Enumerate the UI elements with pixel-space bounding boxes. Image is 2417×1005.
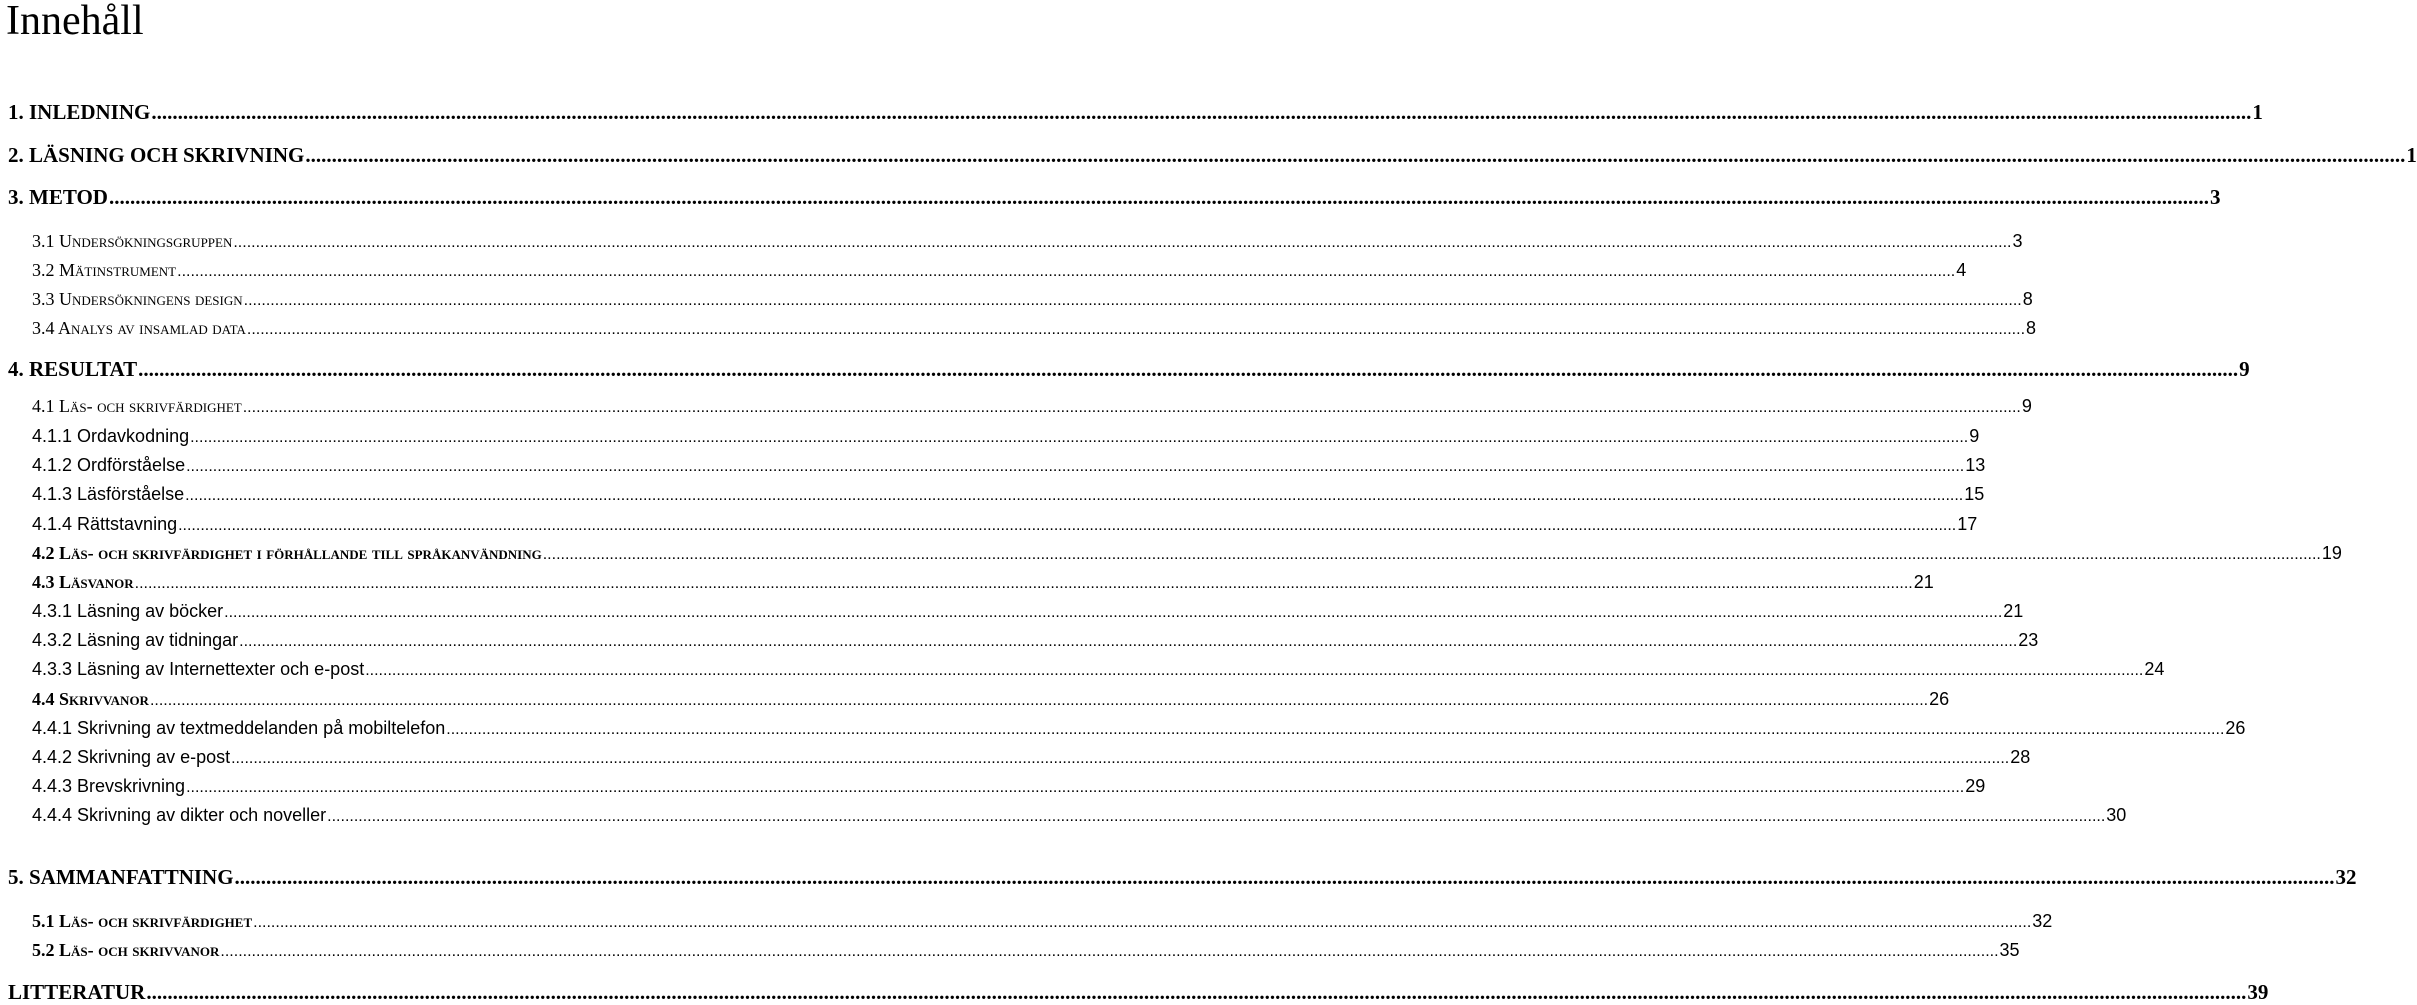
toc-leader-dots: ................................................................................................................................................................................................................................................................................................................................................................................................................ [178,517,1957,534]
toc-page-number: 8 [2022,289,2033,309]
toc-entry-label: 5.2 Läs- och skrivvanor [32,940,220,960]
toc-entry-label: 4.1.2 Ordförståelse [32,455,186,475]
toc-page-number: 8 [2026,318,2037,338]
toc-entry[interactable] [32,426,1980,447]
toc-entry-label: 4.2 Läs- och skrivfärdighet i förhållande till språkanvändning [32,543,542,563]
toc-page-number: 30 [2106,805,2127,825]
toc-entry[interactable] [8,185,2221,210]
toc-entry[interactable] [8,865,2357,890]
toc-page-number: 9 [1969,426,1980,446]
toc-entry-label: 4.3.2 Läsning av tidningar [32,630,239,650]
toc-page-number: 9 [2021,396,2032,416]
toc-entry[interactable] [32,776,1986,797]
toc-leader-dots: ................................................................................................................................................................................................................................................................................................................................................................................................................ [365,662,2144,679]
toc-page-number: 29 [1965,776,1986,796]
toc-leader-dots: ................................................................................................................................................................................................................................................................................................................................................................................................................ [234,865,2335,889]
toc-entry-label: 4.4.1 Skrivning av textmeddelanden på mobiltelefon [32,718,446,738]
toc-entry-label: 4.1.3 Läsförståelse [32,484,185,504]
toc-page-number: 3 [2012,231,2023,251]
toc-entry[interactable] [32,396,2032,417]
toc-entry[interactable] [32,289,2033,310]
toc-entry-label: 2. LÄSNING OCH SKRIVNING [8,143,305,167]
toc-page-number: 21 [1913,572,1934,592]
toc-entry[interactable] [32,659,2165,680]
toc-leader-dots: ................................................................................................................................................................................................................................................................................................................................................................................................................ [446,721,2225,738]
toc-entry[interactable] [32,543,2342,564]
toc-leader-dots: ................................................................................................................................................................................................................................................................................................................................................................................................................ [243,292,2022,309]
toc-entry[interactable] [32,747,2031,768]
toc-leader-dots: ................................................................................................................................................................................................................................................................................................................................................................................................................ [305,143,2406,167]
toc-leader-dots: ................................................................................................................................................................................................................................................................................................................................................................................................................ [134,575,1913,592]
toc-page-number: 28 [2010,747,2031,767]
toc-entry-label: 4.3.3 Läsning av Internettexter och e-post [32,659,365,679]
toc-page-number: 1 [2406,143,2417,167]
toc-page-number: 9 [2239,357,2250,381]
toc-entry-label: 4.4.2 Skrivning av e-post [32,747,231,767]
toc-entry[interactable] [8,100,2263,125]
toc-page-number: 13 [1965,455,1986,475]
toc-entry-label: 4.4.3 Brevskrivning [32,776,186,796]
toc-entry[interactable] [32,572,1934,593]
toc-entry-label: 4.4.4 Skrivning av dikter och noveller [32,805,327,825]
toc-leader-dots: ................................................................................................................................................................................................................................................................................................................................................................................................................ [138,357,2239,381]
toc-leader-dots: ................................................................................................................................................................................................................................................................................................................................................................................................................ [177,263,1956,280]
toc-entry[interactable] [32,805,2127,826]
toc-page-number: 19 [2321,543,2342,563]
toc-entry-label: 4.3.1 Läsning av böcker [32,601,224,621]
toc-leader-dots: ................................................................................................................................................................................................................................................................................................................................................................................................................ [190,429,1969,446]
toc-page-number: 24 [2144,659,2165,679]
toc-entry-label: 4.1.4 Rättstavning [32,514,178,534]
toc-page-number: 32 [2335,865,2357,889]
toc-entry[interactable] [32,260,1967,281]
toc-page-number: 35 [1999,940,2020,960]
toc-leader-dots: ................................................................................................................................................................................................................................................................................................................................................................................................................ [542,546,2321,563]
toc-page-number: 23 [2018,630,2039,650]
toc-page-number: 32 [2032,911,2053,931]
toc-leader-dots: ................................................................................................................................................................................................................................................................................................................................................................................................................ [146,980,2247,1004]
toc-leader-dots: ................................................................................................................................................................................................................................................................................................................................................................................................................ [231,750,2010,767]
toc-leader-dots: ................................................................................................................................................................................................................................................................................................................................................................................................................ [233,234,2012,251]
toc-entry[interactable] [32,318,2037,339]
toc-leader-dots: ................................................................................................................................................................................................................................................................................................................................................................................................................ [224,604,2003,621]
toc-leader-dots: ................................................................................................................................................................................................................................................................................................................................................................................................................ [220,943,1999,960]
toc-page-number: 17 [1957,514,1978,534]
toc-entry[interactable] [8,143,2417,168]
toc-entry-label: 1. INLEDNING [8,100,151,124]
toc-entry[interactable] [32,601,2024,622]
toc-entry-label: 4.4 Skrivvanor [32,689,149,709]
toc-entry-label: 4.1 Läs- och skrivfärdighet [32,396,242,416]
toc-entry[interactable] [8,357,2250,382]
toc-entry-label: 5.1 Läs- och skrivfärdighet [32,911,253,931]
toc-entry-label: 3.1 Undersökningsgruppen [32,231,233,251]
toc-page-number: 26 [2225,718,2246,738]
toc-page-number: 26 [1929,689,1950,709]
toc-entry-label: 4.3 Läsvanor [32,572,134,592]
toc-entry[interactable] [32,484,1985,505]
toc-leader-dots: ................................................................................................................................................................................................................................................................................................................................................................................................................ [327,808,2106,825]
toc-leader-dots: ................................................................................................................................................................................................................................................................................................................................................................................................................ [246,321,2026,338]
toc-page-number: 4 [1956,260,1967,280]
toc-entry[interactable] [32,630,2039,651]
toc-leader-dots: ................................................................................................................................................................................................................................................................................................................................................................................................................ [186,458,1965,475]
toc-entry-label: 5. SAMMANFATTNING [8,865,234,889]
toc-entry-label: LITTERATUR [8,980,146,1004]
toc-entry[interactable] [32,455,1986,476]
page-title: Innehåll [6,0,144,44]
toc-entry-label: 4. RESULTAT [8,357,138,381]
toc-leader-dots: ................................................................................................................................................................................................................................................................................................................................................................................................................ [149,692,1929,709]
toc-page-number: 39 [2247,980,2269,1004]
toc-entry-label: 3.2 Mätinstrument [32,260,177,280]
toc-entry[interactable] [32,911,2053,932]
toc-page-number: 21 [2003,601,2024,621]
toc-leader-dots: ................................................................................................................................................................................................................................................................................................................................................................................................................ [186,779,1965,796]
toc-leader-dots: ................................................................................................................................................................................................................................................................................................................................................................................................................ [151,100,2252,124]
toc-entry-label: 3.3 Undersökningens design [32,289,243,309]
toc-leader-dots: ................................................................................................................................................................................................................................................................................................................................................................................................................ [185,487,1964,504]
toc-leader-dots: ................................................................................................................................................................................................................................................................................................................................................................................................................ [239,633,2018,650]
toc-leader-dots: ................................................................................................................................................................................................................................................................................................................................................................................................................ [242,399,2021,416]
toc-page-number: 1 [2252,100,2263,124]
toc-entry[interactable] [32,718,2246,739]
toc-entry[interactable] [32,231,2023,252]
toc-entry-label: 3.4 Analys av insamlad data [32,318,246,338]
toc-page-number: 15 [1964,484,1985,504]
toc-leader-dots: ................................................................................................................................................................................................................................................................................................................................................................................................................ [108,185,2209,209]
toc-leader-dots: ................................................................................................................................................................................................................................................................................................................................................................................................................ [253,914,2032,931]
toc-entry[interactable] [32,689,1950,710]
toc-entry[interactable] [32,514,1978,535]
toc-entry-label: 4.1.1 Ordavkodning [32,426,190,446]
toc-entry-label: 3. METOD [8,185,108,209]
toc-entry[interactable] [8,980,2269,1005]
toc-page-number: 3 [2209,185,2221,209]
toc-entry[interactable] [32,940,2020,961]
